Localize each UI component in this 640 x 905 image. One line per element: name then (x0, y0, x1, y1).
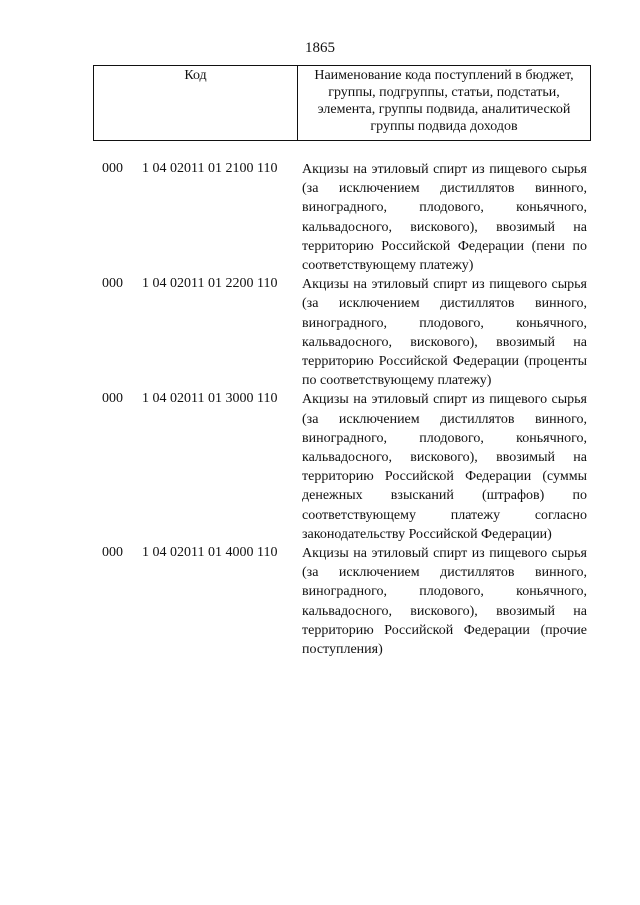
header-code-label: Код (94, 66, 298, 140)
revenue-code: 1 04 02011 01 2200 110 (142, 276, 278, 292)
admin-code: 000 (102, 545, 123, 561)
revenue-code-list (0, 160, 640, 659)
revenue-code: 1 04 02011 01 4000 110 (142, 545, 278, 561)
header-name-label: Наименование кода поступлений в бюджет, группы, подгруппы, статьи, подстатьи, элемента, группы подвида, аналитической группы подвида доходов (314, 68, 574, 134)
page-number: 1865 (305, 40, 335, 56)
admin-code: 000 (102, 391, 123, 407)
revenue-description: Акцизы на этиловый спирт из пищевого сырья (за исключением дистиллятов винного, виноградного, плодового, коньячного, кальвадосного, вискового), ввозимый на территорию Российской Федерации (проценты по соответствующему платежу) (302, 277, 587, 389)
admin-code: 000 (102, 161, 123, 176)
table-row (0, 390, 640, 544)
table-row (0, 275, 640, 390)
revenue-description: Акцизы на этиловый спирт из пищевого сырья (за исключением дистиллятов винного, виноградного, плодового, коньячного, кальвадосного, вискового), ввозимый на территорию Российской Федерации (прочие поступления) (302, 546, 587, 658)
revenue-code: 1 04 02011 01 2100 110 (142, 161, 278, 176)
revenue-code: 1 04 02011 01 3000 110 (142, 391, 278, 407)
table-row (0, 160, 640, 275)
table-row (0, 544, 640, 659)
revenue-description: Акцизы на этиловый спирт из пищевого сырья (за исключением дистиллятов винного, виноградного, плодового, коньячного, кальвадосного, вискового), ввозимый на территорию Российской Федерации (пени по соответствующему платежу) (302, 162, 587, 274)
admin-code: 000 (102, 276, 123, 292)
revenue-description: Акцизы на этиловый спирт из пищевого сырья (за исключением дистиллятов винного, виноградного, плодового, коньячного, кальвадосного, вискового), ввозимый на территорию Российской Федерации (суммы денежных взысканий (штрафов) по соответствующему платежу согласно законодательству Российской Федерации) (302, 392, 587, 542)
table-header (93, 65, 591, 141)
